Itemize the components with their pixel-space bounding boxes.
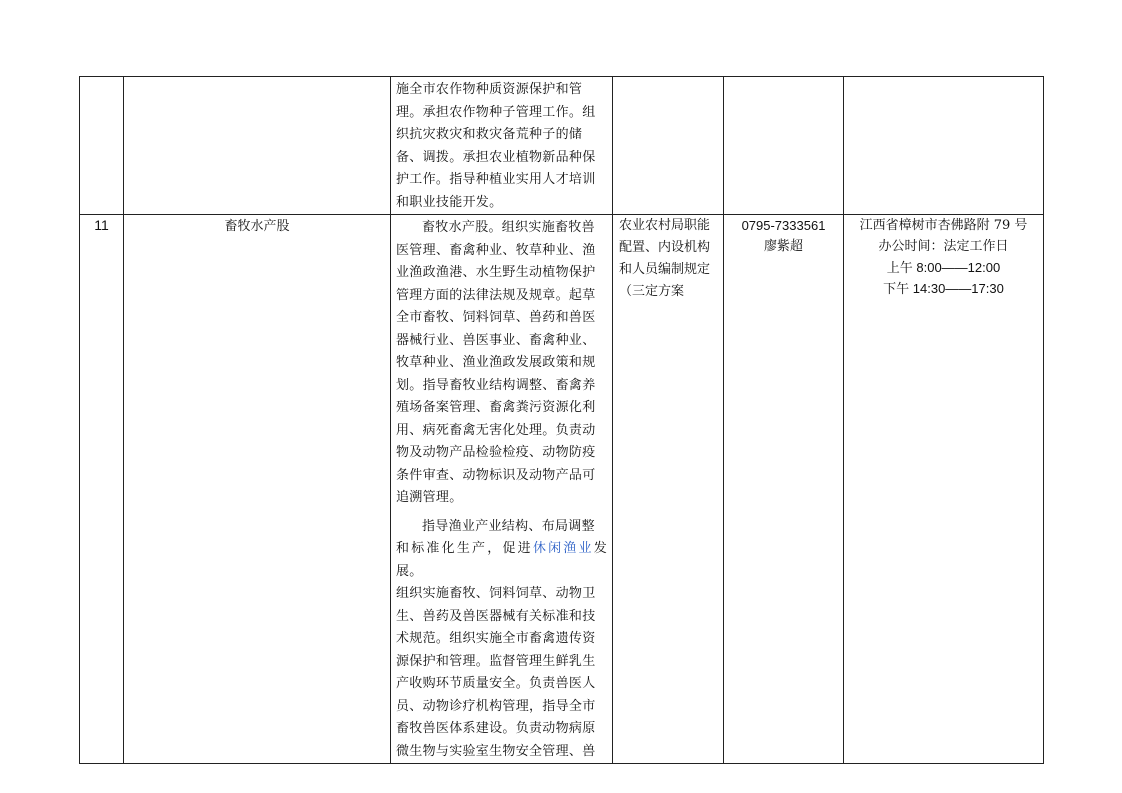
duty-line <box>396 538 607 583</box>
duty-text-prefix: 和标准化生产，促进 <box>396 541 533 556</box>
phone-number: 0795-7333561 <box>741 218 826 233</box>
duty-line: 殖场备案管理、畜禽粪污资源化利 <box>396 400 596 415</box>
basis-cell <box>613 77 724 215</box>
duty-line: 管理方面的法律法规及规章。起草 <box>396 287 596 303</box>
duty-line: 医管理、畜禽种业、牧草种业、渔 <box>396 242 596 258</box>
duty-line: 组织实施畜牧、饲料饲草、动物卫 <box>396 586 596 601</box>
duty-line: 术规范。组织实施全市畜禽遗传资 <box>396 631 596 646</box>
duty-line: 源保护和管理。监督管理生鲜乳生 <box>396 653 596 669</box>
duty-line: 员、动物诊疗机构管理，指导全市 <box>396 698 596 714</box>
duty-line: 全市畜牧、饲料饲草、兽药和兽医 <box>396 310 596 325</box>
duty-cell <box>391 215 613 764</box>
contact-info <box>724 215 843 257</box>
row-number: 11 <box>94 217 109 233</box>
duty-line: 理。承担农作物种子管理工作。组 <box>396 104 596 120</box>
address-hours <box>844 215 1043 299</box>
duty-line: 施全市农作物种质资源保护和管 <box>396 82 583 97</box>
duty-line: 条件审查、动物标识及动物产品可 <box>396 467 596 483</box>
duty-cell <box>391 77 613 215</box>
legal-basis <box>613 215 723 303</box>
number-cell <box>80 77 124 215</box>
duty-table <box>79 76 1044 764</box>
basis-line: 配置、内设机构 <box>619 240 711 255</box>
duty-line: 业渔政渔港、水生野生动植物保护 <box>396 265 596 280</box>
duty-line: 和职业技能开发。 <box>396 194 503 210</box>
duty-line: 物及动物产品检验检疫、动物防疫 <box>396 445 596 460</box>
afternoon-hours: 下午 14:30——17:30 <box>883 281 1004 296</box>
office-hours-label: 办公时间：法定工作日 <box>878 239 1009 254</box>
basis-line: 农业农村局职能 <box>619 218 711 233</box>
address-cell <box>844 77 1044 215</box>
duty-line: 牧草种业、渔业渔政发展政策和规 <box>396 355 596 370</box>
basis-cell <box>613 215 724 764</box>
address-cell <box>844 215 1044 764</box>
duty-line: 产收购环节质量安全。负责兽医人 <box>396 676 596 691</box>
duty-line: 微生物与实验室生物安全管理、兽 <box>396 743 596 759</box>
contact-cell <box>724 77 844 215</box>
unit-name-cell <box>124 215 391 764</box>
table-row <box>80 215 1044 764</box>
duty-text-suffix: 发展。 <box>396 541 607 579</box>
duty-line: 畜牧兽医体系建设。负责动物病原 <box>396 721 596 736</box>
number-cell <box>80 215 124 764</box>
duty-line: 生、兽药及兽医器械有关标准和技 <box>396 608 596 624</box>
duty-line: 追溯管理。 <box>396 490 463 505</box>
duty-line: 器械行业、兽医事业、畜禽种业、 <box>396 332 596 348</box>
duty-text <box>391 77 612 214</box>
basis-line: 和人员编制规定 <box>619 262 711 277</box>
contact-person: 廖紫超 <box>763 239 803 254</box>
duty-line: 划。指导畜牧业结构调整、畜禽养 <box>396 377 596 393</box>
table-row <box>80 77 1044 215</box>
address: 江西省樟树市杏佛路附 79 号 <box>859 218 1028 233</box>
contact-cell <box>724 215 844 764</box>
unit-name: 畜牧水产股 <box>224 219 290 234</box>
duty-line: 用、病死畜禽无害化处理。负责动 <box>396 422 596 438</box>
duty-line: 畜牧水产股。组织实施畜牧兽 <box>422 220 595 235</box>
duty-line: 护工作。指导种植业实用人才培训 <box>396 172 596 187</box>
duty-line: 指导渔业产业结构、布局调整 <box>422 518 595 534</box>
unit-name-cell <box>124 77 391 215</box>
leisure-fishery-link[interactable]: 休闲渔业 <box>532 541 594 556</box>
basis-line: （三定方案 <box>619 284 685 299</box>
duty-text <box>391 215 612 763</box>
morning-hours: 上午 8:00——12:00 <box>886 260 1001 275</box>
duty-line: 备、调拨。承担农业植物新品种保 <box>396 149 596 165</box>
duty-line: 织抗灾救灾和救灾备荒种子的储 <box>396 127 583 142</box>
